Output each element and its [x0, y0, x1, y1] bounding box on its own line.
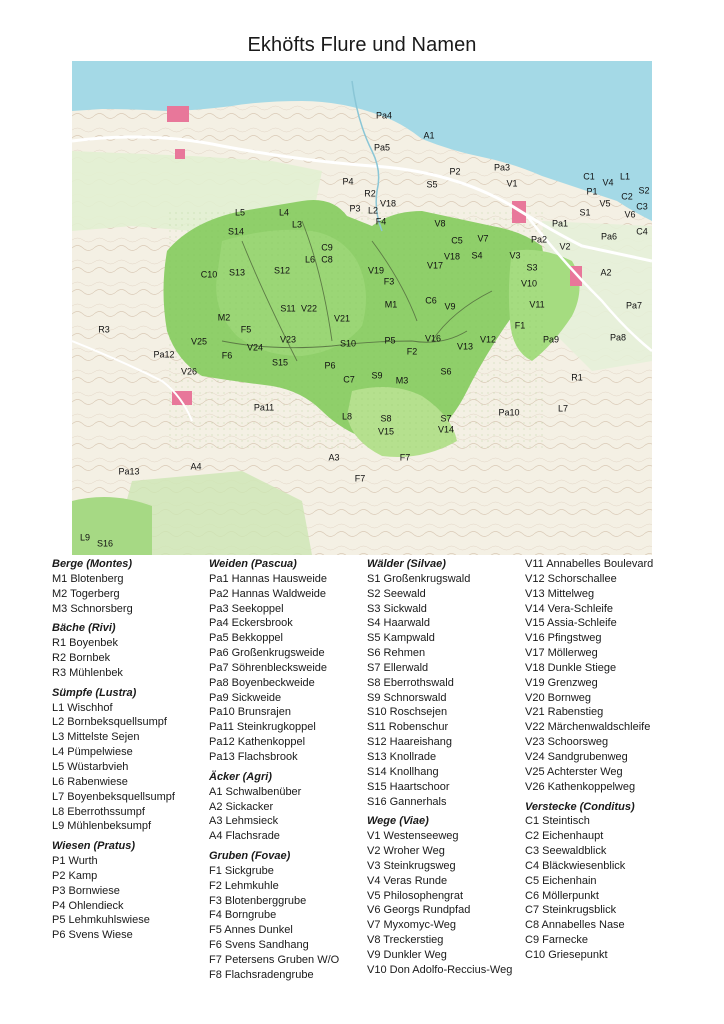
map-label-pa9: Pa9	[542, 334, 560, 345]
map[interactable]	[72, 61, 652, 555]
map-label-v6: V6	[624, 209, 636, 220]
map-label-l4: L4	[278, 207, 290, 218]
map-label-v14: V14	[437, 424, 455, 435]
map-label-s1: S1	[579, 207, 591, 218]
legend-item: V3 Steinkrugsweg	[367, 859, 456, 872]
map-label-c6: C6	[425, 295, 437, 306]
map-label-p6: P6	[324, 360, 336, 371]
legend-item: V9 Dunkler Weg	[367, 948, 447, 961]
legend-item: V8 Treckerstieg	[367, 934, 444, 947]
legend-item: P3 Bornwiese	[52, 884, 120, 897]
map-label-c7: C7	[343, 374, 355, 385]
legend-column	[367, 557, 527, 983]
legend-item: Pa12 Kathenkoppel	[209, 736, 306, 749]
legend-item: V15 Assia-Schleife	[525, 617, 617, 630]
map-label-v18: V18	[379, 198, 397, 209]
map-label-a3: A3	[328, 452, 340, 463]
map-label-v23: V23	[279, 334, 297, 345]
map-label-p4: P4	[342, 176, 354, 187]
legend-item: S4 Haarwald	[367, 617, 430, 630]
legend-item: F8 Flachsradengrube	[209, 968, 314, 981]
legend-section	[52, 686, 212, 834]
map-label-v11: V11	[529, 299, 545, 310]
legend-item: M1 Blotenberg	[52, 572, 124, 585]
legend-item: V16 Pfingstweg	[525, 632, 602, 645]
legend-item: C6 Möllerpunkt	[525, 889, 599, 902]
map-label-v17: V17	[426, 260, 444, 271]
map-label-v9: V9	[444, 301, 456, 312]
map-label-l3: L3	[291, 219, 303, 230]
legend-item: V18 Dunkle Stiege	[525, 661, 617, 674]
map-label-l6: L6	[304, 254, 316, 265]
map-label-l9: L9	[79, 532, 91, 543]
map-label-a4: A4	[190, 461, 202, 472]
legend-item: V13 Mittelweg	[525, 587, 595, 600]
legend-item: F4 Borngrube	[209, 909, 277, 922]
map-label-c1: C1	[583, 171, 595, 182]
legend-item: L7 Boyenbeksquellsumpf	[52, 790, 175, 803]
legend-section	[367, 814, 527, 977]
map-label-p1: P1	[586, 186, 598, 197]
map-label-v26: V26	[180, 366, 198, 377]
legend-item: S8 Eberrothswald	[367, 676, 454, 689]
legend-section	[209, 557, 369, 765]
map-label-r1: R1	[571, 372, 583, 383]
legend-item: R2 Bornbek	[52, 652, 111, 665]
map-label-c2: C2	[621, 191, 633, 202]
map-label-pa3: Pa3	[493, 162, 511, 173]
map-label-v25: V25	[190, 336, 208, 347]
map-label-pa10: Pa10	[498, 407, 520, 418]
map-label-v2: V2	[559, 241, 571, 252]
legend-item: S15 Haartschoor	[367, 780, 450, 793]
map-label-m1: M1	[384, 299, 398, 310]
map-label-v3: V3	[509, 250, 521, 261]
map-label-pa11: Pa11	[253, 402, 275, 413]
legend-item: V24 Sandgrubenweg	[525, 750, 628, 763]
legend-item: L3 Mittelste Sejen	[52, 731, 140, 744]
map-label-c3: C3	[636, 201, 648, 212]
map-label-s13: S13	[228, 267, 246, 278]
legend-item: Pa6 Großenkrugsweide	[209, 647, 325, 660]
map-label-f4: F4	[375, 216, 387, 227]
map-label-s14: S14	[227, 226, 245, 237]
legend-heading: Wege (Viae)	[367, 815, 429, 828]
map-label-v15: V15	[377, 426, 395, 437]
legend-column	[525, 557, 685, 968]
legend-item: C5 Eichenhain	[525, 874, 597, 887]
legend	[52, 557, 692, 1017]
legend-section	[52, 557, 212, 616]
map-label-s10: S10	[339, 338, 357, 349]
map-label-pa7: Pa7	[625, 300, 643, 311]
legend-item: C8 Annabelles Nase	[525, 919, 625, 932]
legend-item: S14 Knollhang	[367, 765, 439, 778]
legend-item: S2 Seewald	[367, 587, 426, 600]
map-label-s3: S3	[526, 262, 538, 273]
map-label-s12: S12	[273, 265, 291, 276]
legend-item: V22 Märchenwaldschleife	[525, 721, 651, 734]
legend-item: P1 Wurth	[52, 855, 98, 868]
map-label-a2: A2	[600, 267, 612, 278]
legend-item: M3 Schnorsberg	[52, 602, 133, 615]
legend-item: Pa10 Brunsrajen	[209, 706, 291, 719]
settlement-2	[175, 149, 185, 159]
legend-item: V14 Vera-Schleife	[525, 602, 614, 615]
legend-item: Pa4 Eckersbrook	[209, 617, 293, 630]
legend-item: Pa7 Söhrenblecksweide	[209, 661, 328, 674]
map-label-v5: V5	[599, 198, 611, 209]
map-label-s5: S5	[426, 179, 438, 190]
legend-item: Pa11 Steinkrugkoppel	[209, 721, 316, 734]
map-label-v7: V7	[477, 233, 489, 244]
legend-item: P4 Ohlendieck	[52, 899, 124, 912]
map-label-pa6: Pa6	[600, 231, 618, 242]
legend-item: V6 Georgs Rundpfad	[367, 904, 471, 917]
legend-item: S1 Großenkrugswald	[367, 572, 471, 585]
legend-item: F2 Lehmkuhle	[209, 879, 279, 892]
legend-section	[209, 770, 369, 844]
map-label-f3: F3	[383, 276, 395, 287]
legend-item: P6 Svens Wiese	[52, 929, 133, 942]
legend-item: Pa5 Bekkoppel	[209, 632, 283, 645]
legend-item: C2 Eichenhaupt	[525, 830, 604, 843]
legend-item: V12 Schorschallee	[525, 572, 617, 585]
legend-section	[52, 621, 212, 680]
legend-item: L4 Pümpelwiese	[52, 746, 133, 759]
legend-item: L6 Rabenwiese	[52, 775, 128, 788]
map-label-l2: L2	[367, 205, 379, 216]
map-label-pa5: Pa5	[373, 142, 391, 153]
map-label-v24: V24	[246, 342, 264, 353]
map-label-p5: P5	[384, 335, 396, 346]
map-label-pa12: Pa12	[153, 349, 175, 360]
map-label-f5: F5	[240, 324, 252, 335]
legend-heading: Bäche (Rivi)	[52, 622, 116, 635]
map-label-c10: C10	[200, 269, 218, 280]
legend-heading: Wiesen (Pratus)	[52, 840, 136, 853]
legend-item: M2 Togerberg	[52, 587, 120, 600]
legend-item: V5 Philosophengrat	[367, 889, 464, 902]
legend-item: F7 Petersens Gruben W/O	[209, 953, 340, 966]
map-label-c4: C4	[636, 226, 648, 237]
legend-item: L9 Mühlenbeksumpf	[52, 820, 152, 833]
legend-item: V10 Don Adolfo-Reccius-Weg	[367, 963, 513, 976]
map-label-v22: V22	[300, 303, 318, 314]
map-label-s6: S6	[440, 366, 452, 377]
map-label-v1: V1	[506, 178, 518, 189]
legend-column	[52, 557, 212, 948]
map-label-s4: S4	[471, 250, 483, 261]
map-label-f6: F6	[221, 350, 233, 361]
map-label-f7b: F7	[354, 473, 366, 484]
legend-section	[367, 557, 527, 809]
legend-section	[525, 800, 685, 963]
map-label-pa2: Pa2	[530, 234, 548, 245]
legend-item: F1 Sickgrube	[209, 864, 274, 877]
map-label-l5: L5	[234, 207, 246, 218]
legend-section	[525, 557, 685, 795]
map-label-c5: C5	[451, 235, 463, 246]
map-label-l1: L1	[619, 171, 631, 182]
map-label-s7: S7	[440, 413, 452, 424]
legend-item: S13 Knollrade	[367, 750, 437, 763]
map-label-f1: F1	[514, 320, 526, 331]
legend-item: V20 Bornweg	[525, 691, 592, 704]
map-label-a1: A1	[423, 130, 435, 141]
legend-item: C9 Farnecke	[525, 934, 588, 947]
legend-item: P5 Lehmkuhlswiese	[52, 914, 150, 927]
legend-item: L8 Eberrothssumpf	[52, 805, 145, 818]
map-label-p2: P2	[449, 166, 461, 177]
legend-item: A2 Sickacker	[209, 800, 274, 813]
map-label-r2: R2	[364, 188, 376, 199]
map-label-m3: M3	[395, 375, 409, 386]
legend-item: V19 Grenzweg	[525, 676, 598, 689]
map-label-pa4: Pa4	[375, 110, 393, 121]
legend-item: Pa2 Hannas Waldweide	[209, 587, 326, 600]
map-label-v10: V10	[520, 278, 538, 289]
map-label-m2: M2	[217, 312, 231, 323]
legend-item: V7 Myxomyc-Weg	[367, 919, 457, 932]
legend-item: V17 Möllerweg	[525, 647, 598, 660]
legend-item: V26 Kathenkoppelweg	[525, 780, 636, 793]
map-label-v13: V13	[456, 341, 474, 352]
legend-item: S16 Gannerhals	[367, 795, 447, 808]
legend-item: R1 Boyenbek	[52, 637, 119, 650]
legend-item: C10 Griesepunkt	[525, 948, 608, 961]
legend-item: V4 Veras Runde	[367, 874, 448, 887]
legend-item: C7 Steinkrugsblick	[525, 904, 617, 917]
map-label-s11: S11	[280, 303, 296, 314]
legend-item: C4 Bläckwiesenblick	[525, 859, 626, 872]
legend-item: S6 Rehmen	[367, 647, 426, 660]
legend-item: Pa13 Flachsbrook	[209, 750, 298, 763]
legend-item: Pa1 Hannas Hausweide	[209, 572, 328, 585]
legend-item: Pa9 Sickweide	[209, 691, 282, 704]
legend-heading: Wälder (Silvae)	[367, 558, 446, 570]
legend-item: F6 Svens Sandhang	[209, 939, 309, 952]
legend-item: L1 Wischhof	[52, 701, 113, 714]
map-label-s2: S2	[638, 185, 650, 196]
map-label-c8: C8	[321, 254, 333, 265]
legend-item: S3 Sickwald	[367, 602, 427, 615]
legend-section	[209, 849, 369, 983]
map-label-f2: F2	[406, 346, 418, 357]
legend-item: P2 Kamp	[52, 869, 98, 882]
map-label-r3: R3	[98, 324, 110, 335]
map-label-f7: F7	[399, 452, 411, 463]
legend-column	[209, 557, 369, 988]
map-label-l8: L8	[341, 411, 353, 422]
legend-item: V25 Achterster Weg	[525, 765, 623, 778]
legend-item: V2 Wroher Weg	[367, 845, 445, 858]
legend-item: F5 Annes Dunkel	[209, 924, 293, 937]
legend-item: A4 Flachsrade	[209, 830, 280, 843]
legend-item: R3 Mühlenbek	[52, 666, 123, 679]
legend-item: V11 Annabelles Boulevard	[525, 558, 654, 570]
legend-section	[52, 839, 212, 943]
settlement-1	[167, 106, 189, 122]
map-label-v8: V8	[434, 218, 446, 229]
map-label-p3: P3	[349, 203, 361, 214]
legend-item: A1 Schwalbenüber	[209, 785, 302, 798]
legend-item: S11 Robenschur	[367, 721, 449, 734]
legend-item: A3 Lehmsieck	[209, 815, 279, 828]
legend-item: V1 Westenseeweg	[367, 830, 459, 843]
legend-item: S12 Haareishang	[367, 736, 453, 749]
map-label-l7: L7	[557, 403, 569, 414]
map-label-v12: V12	[479, 334, 497, 345]
legend-item: S9 Schnorswald	[367, 691, 447, 704]
legend-item: C1 Steintisch	[525, 815, 590, 828]
map-label-v21: V21	[333, 313, 351, 324]
map-label-pa1: Pa1	[551, 218, 569, 229]
legend-item: S7 Ellerwald	[367, 661, 429, 674]
legend-item: L5 Wüstarbvieh	[52, 760, 129, 773]
legend-heading: Gruben (Fovae)	[209, 850, 291, 863]
legend-item: C3 Seewaldblick	[525, 845, 607, 858]
legend-item: V21 Rabenstieg	[525, 706, 604, 719]
map-label-v4: V4	[602, 177, 614, 188]
map-label-v18b: V18	[443, 251, 461, 262]
legend-item: V23 Schoorsweg	[525, 736, 609, 749]
map-label-s16: S16	[96, 538, 114, 549]
legend-item: S10 Roschsejen	[367, 706, 448, 719]
legend-heading: Äcker (Agri)	[209, 770, 272, 783]
legend-item: S5 Kampwald	[367, 632, 435, 645]
legend-heading: Weiden (Pascua)	[209, 558, 297, 570]
legend-heading: Sümpfe (Lustra)	[52, 686, 137, 699]
legend-item: L2 Bornbeksquellsumpf	[52, 716, 167, 729]
map-label-s15: S15	[271, 357, 289, 368]
map-label-s8: S8	[380, 413, 392, 424]
map-label-s9: S9	[371, 370, 383, 381]
map-label-v19: V19	[367, 265, 385, 276]
legend-item: F3 Blotenberggrube	[209, 894, 307, 907]
legend-heading: Verstecke (Conditus)	[525, 800, 635, 813]
legend-heading: Berge (Montes)	[52, 558, 133, 570]
legend-item: Pa8 Boyenbeckweide	[209, 676, 315, 689]
map-label-pa8: Pa8	[609, 332, 627, 343]
page-title: Ekhöfts Flure und Namen	[247, 34, 477, 56]
legend-item: Pa3 Seekoppel	[209, 602, 284, 615]
map-label-v16: V16	[424, 333, 442, 344]
map-label-pa13: Pa13	[118, 466, 140, 477]
map-label-c9: C9	[321, 242, 333, 253]
